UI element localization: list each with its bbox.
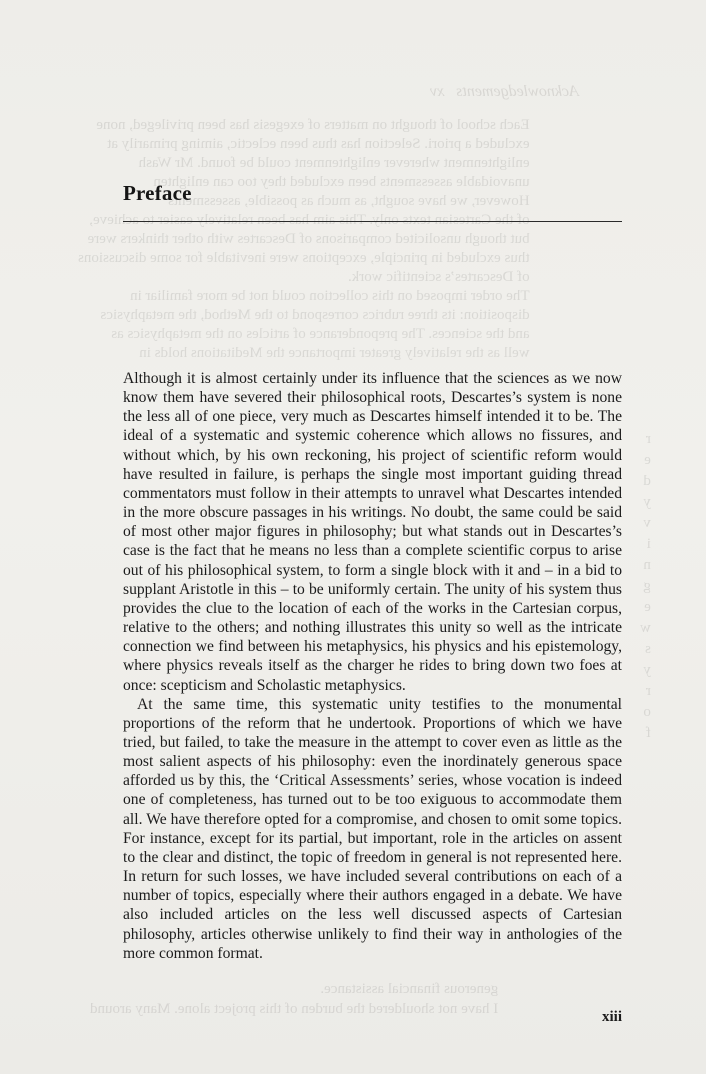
- preface-body: [123, 369, 622, 963]
- show-through-text: Each school of thought on matters of exegesis has been privileged, none excluded a priori. Selection has thus been eclectic, aiming primarily at enlightenment wherever enlightenment could be found. Mr Wash unavoidable assessments been excluded they too can enlighten However, we have sought, as much as possible, assessments of the Cartesian texts only. This aim has been relatively easier to achieve, but though unsolicited comparisons of Descartes with other thinkers were thus excluded in principle, exceptions were inevitable for some discussions of Descartes’s scientific work. The order imposed on this collection could not be more familiar in disposition: its three rubrics correspond to the Method, the metaphysics and the sciences. The preponderance of articles on the metaphysics as well as the relatively greater importance the Meditations holds in: [78, 117, 530, 361]
- page-number: xiii: [601, 1009, 622, 1025]
- paragraph: Although it is almost certainly under its influence that the sciences as we now know them have severed their philosophical roots, Descartes’s system is none the less all of one piece, very much as Descartes himself intended it to be. The ideal of a systematic and systemic coherence which allows no fissures, and without which, by his own reckoning, his project of scientific reform would have resulted in failure, is perhaps the single most important guiding thread commentators must follow in their attempts to unravel what Descartes intended in the more obscure passages in his writings. No doubt, the same could be said of most other major figures in philosophy; but what stands out in Descartes’s case is the fact that he means no less than a complete scientific corpus to arise out of his philosophical system, to form a single block with it and – in a bid to supplant Aristotle in this – to be uniformly certain. The unity of his system thus provides the clue to the location of each of the works in the Cartesian corpus, relative to the others; and nothing illustrates this unity so well as the intricate connection we find between his metaphysics, his physics and his epistemology, where physics reveals itself as the charger he rides to bring down two foes at once: scepticism and Scholastic metaphysics.: [123, 370, 622, 694]
- show-through-margin: r e d y v i n g e w s y r o f: [640, 431, 651, 741]
- show-through-header: Acknowledgements xv: [430, 83, 579, 100]
- show-through-footer: generous financial assistance. I have not shouldered the burden of this project alone. Many around: [90, 981, 499, 1017]
- heading-rule: [123, 221, 622, 222]
- paragraph: At the same time, this systematic unity testifies to the monumental proportions of the reform that he undertook. Proportions of which we have tried, but failed, to take the measure in the attempt to cover even as little as the most salient aspects of his philosophy: even the inordinately generous space afforded us by this, the ‘Critical Assessments’ series, whose vocation is indeed one of completeness, has turned out to be too exiguous to accommodate them all. We have therefore opted for a compromise, and chosen to omit some topics. For instance, except for its partial, but important, role in the articles on assent to the clear and distinct, the topic of freedom in general is not represented here. In return for such losses, we have included several contributions on each of a number of topics, especially where their authors engaged in a debate. We have also included articles on the less well discussed aspects of Cartesian philosophy, articles otherwise unlikely to find their way in anthologies of the more common format.: [123, 695, 622, 962]
- chapter-heading: Preface: [123, 181, 192, 205]
